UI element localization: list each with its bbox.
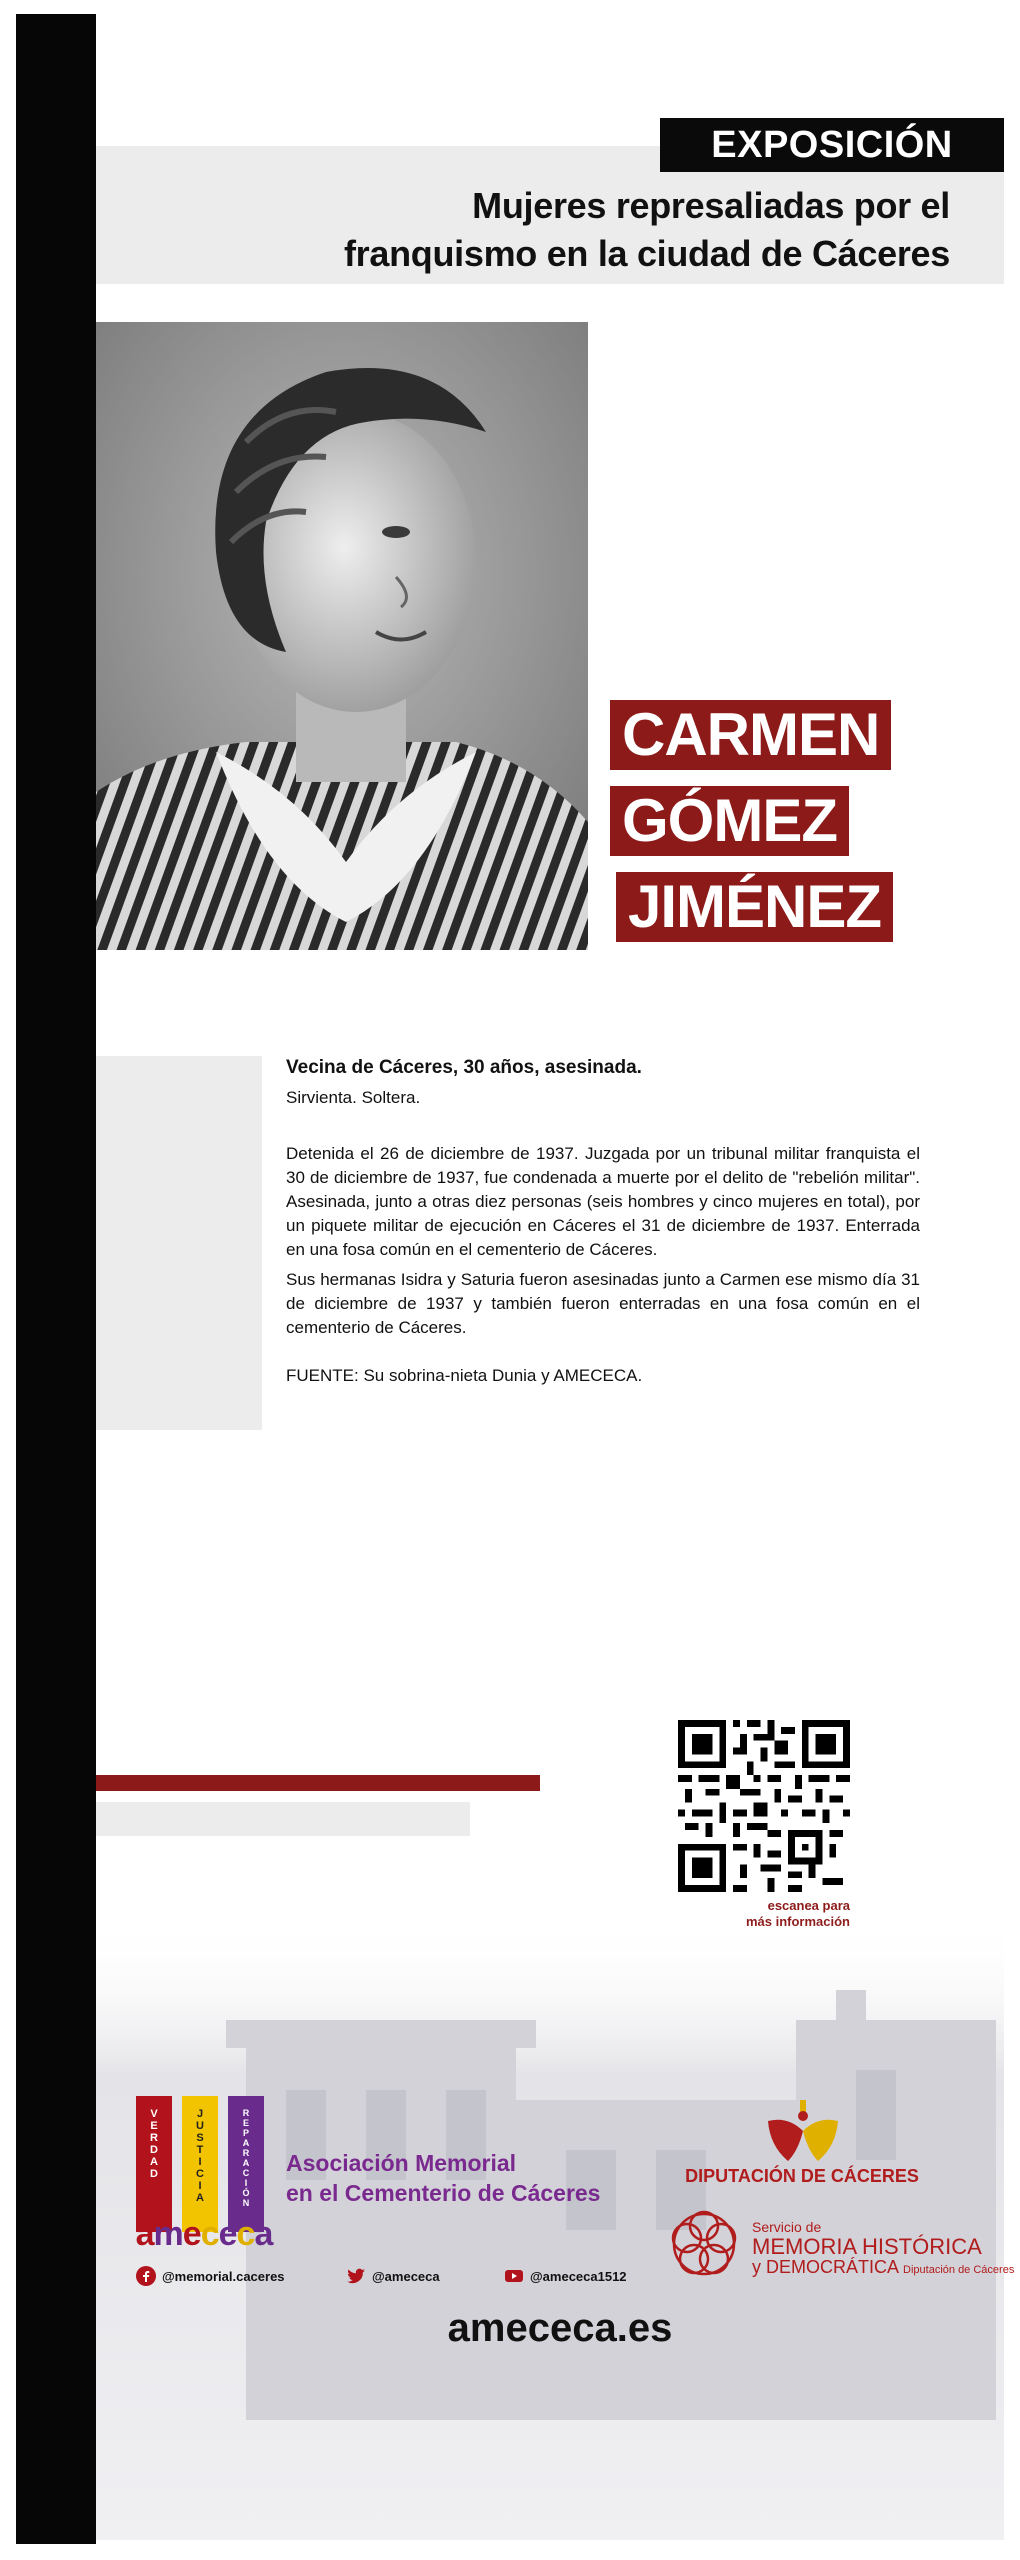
vjr-word-reparacion: R E P A R A C I Ó N: [242, 2108, 250, 2208]
website-url[interactable]: amececa.es: [447, 2306, 673, 2350]
exhibition-title: [344, 182, 950, 278]
bio-source: FUENTE: Su sobrina-nieta Dunia y AMECECA.: [286, 1366, 643, 1385]
association-name-line1: Asociación Memorial: [286, 2150, 517, 2176]
social-twitter-handle: @amececa: [372, 2268, 440, 2284]
gray-stripe: [96, 1802, 470, 1836]
name-first: CARMEN: [610, 700, 891, 770]
memoria-line4: Diputación de Cáceres: [903, 2264, 1015, 2276]
social-youtube-handle: @amececa1512: [530, 2268, 627, 2284]
red-stripe: [96, 1775, 540, 1791]
memoria-historica-logo: [752, 2218, 1014, 2279]
memoria-line3-wrap: [752, 2258, 1014, 2279]
name-surname2: JIMÉNEZ: [616, 872, 893, 942]
association-name-line2: en el Cementerio de Cáceres: [286, 2180, 601, 2206]
amececa-logo-letter: c: [236, 2215, 255, 2253]
bio-paragraph-1: Detenida el 26 de diciembre de 1937. Juzgada por un tribunal militar franquista el 30 de diciembre de 1937, fue condenada a muerte por el delito de "rebelión militar". Asesinada, junto a otras diez personas (seis hombres y cinco mujeres en total), por un piquete militar de ejecución en Cáceres el 31 de diciembre de 1937. Enterrada en una fosa común en el cementerio de Cáceres.: [286, 1144, 920, 1259]
vjr-word-verdad: V E R D A D: [150, 2108, 158, 2180]
memoria-line3: y DEMOCRÁTICA: [752, 2257, 899, 2277]
left-black-bar: [16, 14, 96, 2544]
amececa-logo-letter: m: [153, 2215, 183, 2253]
exhibition-title-line1: Mujeres represaliadas por el: [472, 185, 950, 226]
portrait-illustration: [96, 322, 588, 950]
side-gray-block: [96, 1056, 262, 1430]
memoria-line1: Servicio de: [752, 2219, 822, 2235]
exhibition-label: EXPOSICIÓN: [660, 118, 1004, 172]
social-instagram[interactable]: [136, 2266, 285, 2286]
social-youtube[interactable]: [504, 2266, 627, 2286]
amececa-logo-letter: a: [135, 2215, 154, 2253]
amececa-logo-letter: e: [182, 2215, 201, 2253]
twitter-icon: [346, 2266, 366, 2286]
bio-occupation: Sirvienta. Soltera.: [286, 1088, 421, 1107]
amececa-logo-letter: a: [254, 2215, 273, 2253]
bio-paragraph-2: Sus hermanas Isidra y Saturia fueron asesinadas junto a Carmen ese mismo día 31 de diciembre de 1937 y también fueron enterradas en una fosa común en el cementerio de Cáceres.: [286, 1270, 920, 1337]
social-instagram-handle: @memorial.caceres: [162, 2268, 285, 2284]
youtube-icon: [504, 2266, 524, 2286]
association-name: [286, 2148, 600, 2208]
memoria-line2: MEMORIA HISTÓRICA: [752, 2234, 982, 2259]
qr-caption-line1: escanea para: [767, 1898, 850, 1913]
vjr-word-justicia: J U S T I C I A: [196, 2108, 204, 2204]
portrait-photo: [96, 322, 588, 950]
facebook-icon: [136, 2266, 156, 2286]
exhibition-title-line2: franquismo en la ciudad de Cáceres: [343, 233, 950, 274]
diputacion-name: DIPUTACIÓN DE CÁCERES: [685, 2166, 919, 2186]
name-surname1: GÓMEZ: [610, 786, 849, 856]
social-twitter[interactable]: [346, 2266, 440, 2286]
diputacion-shield-icon: [758, 2096, 848, 2166]
biography: [286, 1056, 920, 1405]
bio-headline: Vecina de Cáceres, 30 años, asesinada.: [286, 1057, 642, 1078]
amececa-logo-letter: e: [218, 2215, 237, 2253]
qr-code[interactable]: [678, 1720, 850, 1892]
memoria-rose-icon: [664, 2204, 744, 2284]
amececa-logo: [134, 2216, 274, 2252]
amececa-logo-letter: c: [200, 2215, 219, 2253]
